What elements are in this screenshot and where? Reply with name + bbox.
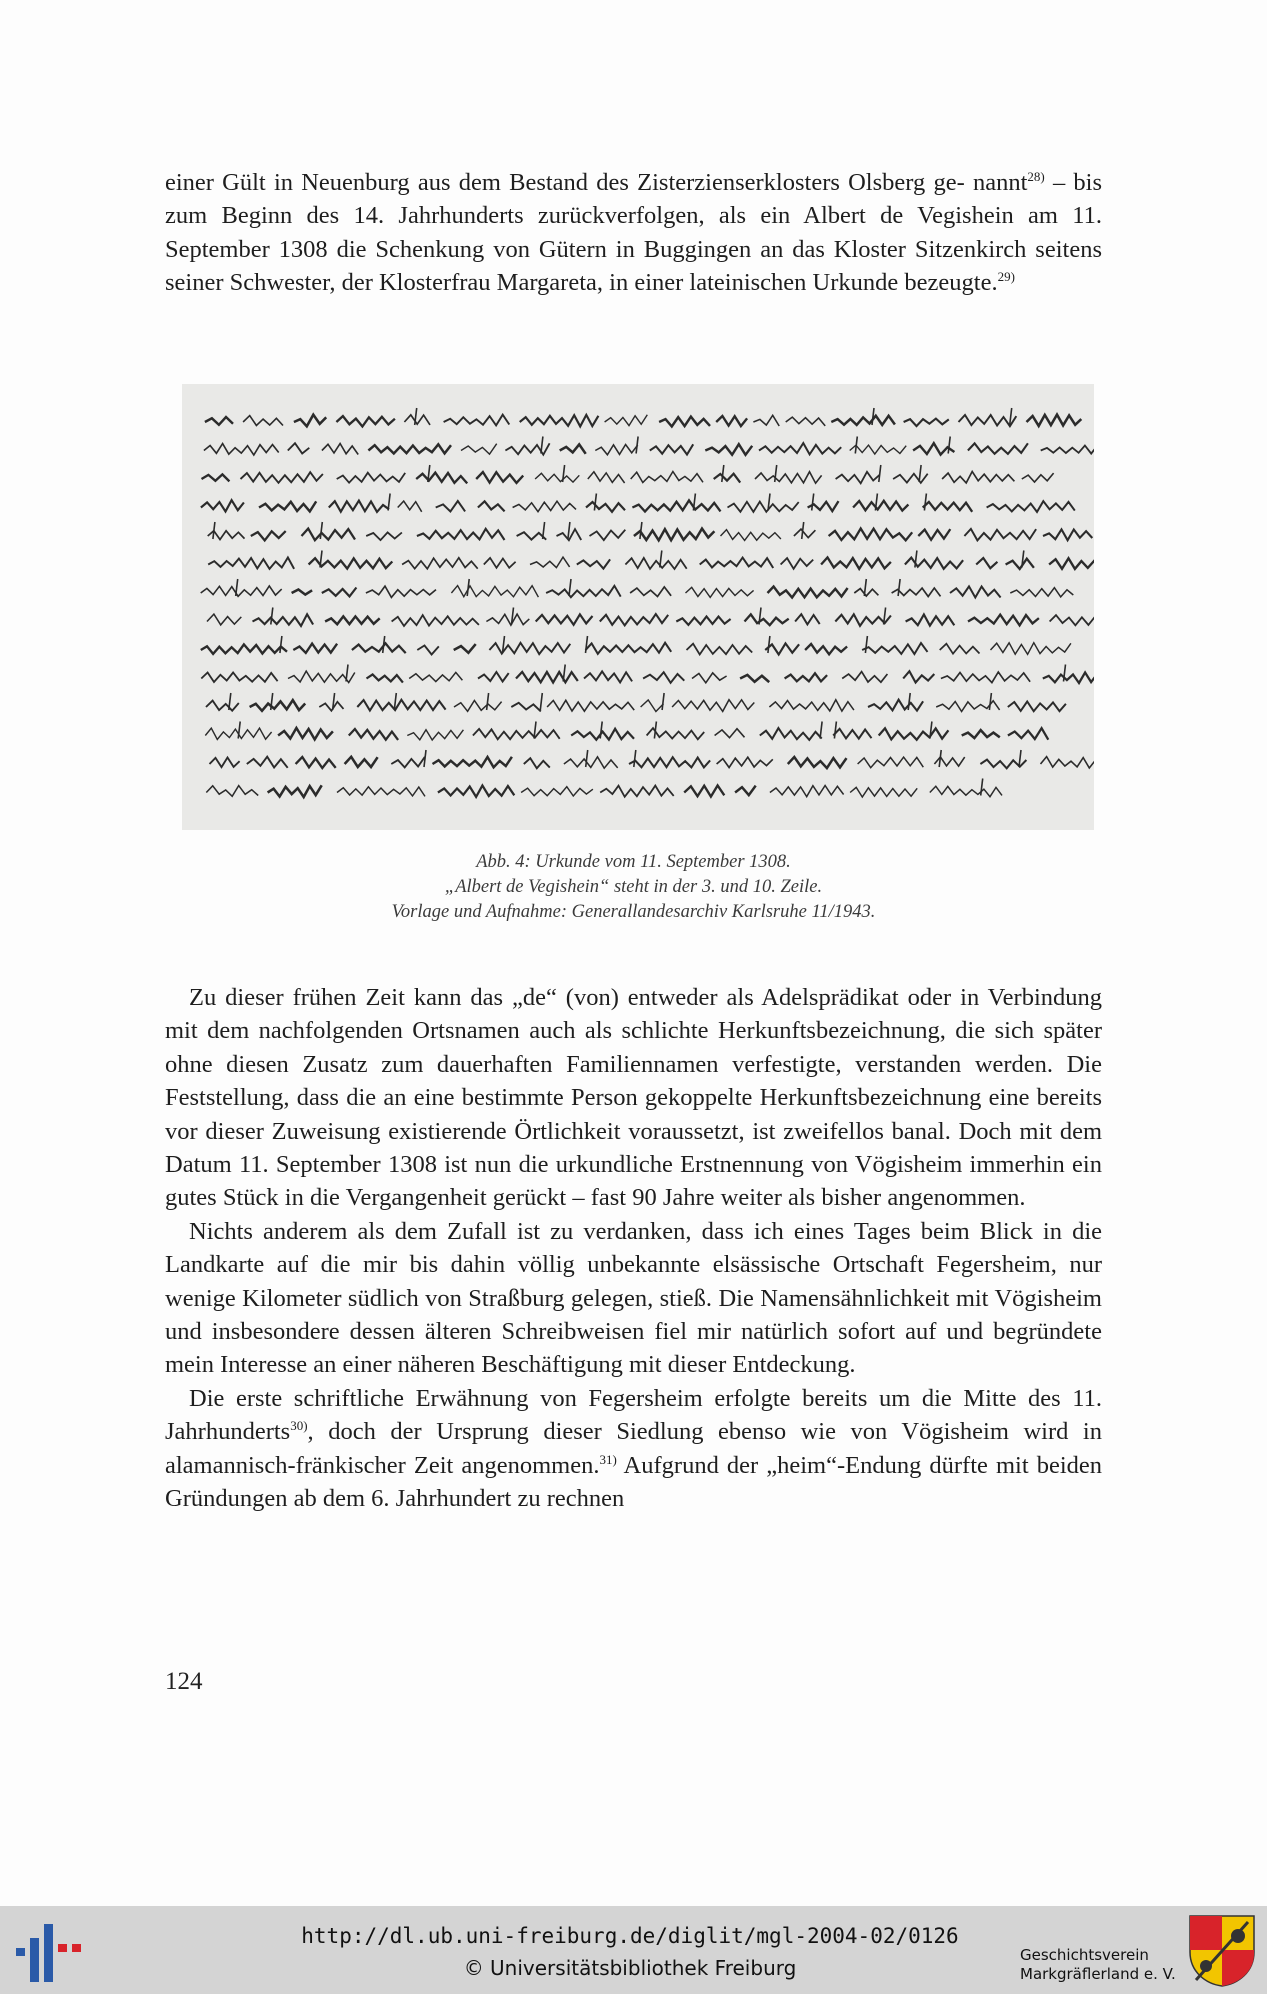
handwriting-stroke (461, 444, 497, 455)
handwriting-stroke (202, 474, 230, 481)
handwriting-ascender (654, 722, 656, 739)
handwriting-stroke (904, 419, 949, 427)
text-line: Kloster Sitzenkirch seitens seiner Schwester, der Klosterfrau Margareta, in einer (165, 235, 1102, 297)
handwriting-ascender (229, 693, 231, 710)
handwriting-stroke (893, 474, 928, 483)
handwriting-stroke (416, 473, 467, 484)
handwriting-stroke (398, 501, 422, 512)
text-line: nannt (972, 169, 1028, 196)
handwriting-stroke (392, 615, 479, 626)
handwriting-stroke (735, 786, 756, 796)
paragraph: Zu dieser frühen Zeit kann das „de“ (von) entweder als Adelsprädikat oder in Verbindung mit dem nachfolgenden Ortsnamen auch als schlichte Herkunftsbezeichnung, die sich später ohne diesen Zusatz zum dauerhaften Familiennamen verfestigte, verstanden werden. Die Feststellung, dass die an eine bestimmte Person gekoppelte Herkunftsbezeichnung eine bereits vor dieser Zuweisung existierende Örtlichkeit voraussetzt, ist zweifellos banal. Doch mit dem Datum 11. September 1308 ist nun die urkundliche Erstnennung von Vögisheim immerhin ein gutes Stück in die Vergangenheit gerückt – fast 90 Jahre weiter als bisher angenommen. (165, 984, 1102, 1212)
text-line: lateinischen Urkunde bezeugte. (689, 269, 998, 297)
handwriting-stroke (546, 586, 621, 597)
copyright-text: © Universitätsbibliothek Freiburg (463, 1956, 797, 1980)
handwriting-stroke (288, 671, 355, 682)
handwriting-stroke (564, 757, 618, 768)
handwriting-stroke (968, 443, 1028, 454)
handwriting-ascender (722, 465, 724, 482)
handwriting-stroke (293, 644, 337, 653)
handwriting-stroke (968, 615, 1039, 626)
handwriting-stroke (345, 757, 378, 767)
ub-freiburg-logo-icon[interactable] (14, 1920, 84, 1984)
handwriting-stroke (517, 532, 547, 540)
handwriting-stroke (207, 614, 241, 625)
handwriting-stroke (251, 531, 286, 540)
handwriting-stroke (641, 700, 664, 712)
handwriting-stroke (535, 473, 579, 482)
handwriting-stroke (438, 786, 514, 797)
handwriting-stroke (850, 445, 907, 454)
handwriting-stroke (1008, 728, 1048, 740)
handwriting-ascender (768, 636, 770, 653)
handwriting-stroke (770, 786, 844, 797)
handwriting-ascender (271, 608, 273, 625)
handwriting-stroke (536, 614, 593, 624)
charter-image (182, 384, 1094, 830)
handwriting-stroke (489, 643, 570, 654)
text-line: Vegishein am 11. September 1308 die Schenkung von Gütern in Buggingen an das (165, 202, 1102, 263)
handwriting-ascender (939, 750, 941, 767)
handwriting-stroke (831, 416, 895, 425)
handwriting-stroke (391, 757, 425, 768)
handwriting-stroke (842, 672, 887, 683)
handwriting-ascender (802, 522, 804, 539)
paragraph: Die erste schriftliche Erwähnung von Fegersheim erfolgte bereits um die Mitte des 11. Jahrhunderts$^{30)}$, doch der Ursprung dieser Siedlung ebenso wie von Vögisheim wird in alamannisch-fränkischer Zeit angenommen.$^{31)}$ Aufgrund der „heim“-Endung dürfte mit beiden Gründungen ab dem 6. Jahrhundert zu rechnen (165, 1384, 1102, 1513)
handwriting-stroke (417, 646, 439, 655)
handwriting-stroke (942, 472, 1014, 483)
handwriting-stroke (765, 643, 799, 654)
handwriting-stroke (906, 615, 955, 626)
handwriting-stroke (930, 786, 1002, 796)
handwriting-ascender (569, 579, 571, 596)
footer-bar (0, 1906, 1267, 1994)
handwriting-stroke (473, 729, 560, 739)
paragraph: Nichts anderem als dem Zufall ist zu verdanken, dass ich eines Tages beim Blick in die Landkarte auf die mir bis dahin völlig unbekannte elsässische Ortschaft Fegersheim, nur wenige Kilometer südlich von Straßburg gelegen, stieß. Die Namensähnlichkeit mit Vögisheim und insbesondere dessen älteren Schreibweisen fiel mir natürlich sofort auf und begründete mein Interesse an einer näheren Beschäftigung mit dieser Entdeckung. (165, 1217, 1102, 1379)
handwriting-stroke (586, 502, 625, 512)
handwriting-stroke (987, 501, 1075, 512)
handwriting-stroke (208, 558, 294, 569)
handwriting-ascender (600, 722, 602, 739)
handwriting-stroke (715, 729, 745, 738)
handwriting-stroke (853, 501, 908, 511)
handwriting-stroke (444, 415, 510, 426)
handwriting-stroke (759, 443, 841, 454)
handwriting-stroke (755, 472, 822, 484)
handwriting-stroke (1022, 473, 1054, 482)
handwriting-stroke (714, 474, 741, 483)
handwriting-ascender (541, 437, 543, 454)
handwriting-stroke (964, 529, 1036, 541)
handwriting-stroke (833, 729, 871, 739)
handwriting-ascender (636, 437, 638, 454)
caption-line: Abb. 4: Urkunde vom 11. September 1308. (476, 852, 791, 872)
handwriting-ascender (948, 437, 950, 454)
handwriting-stroke (786, 417, 826, 426)
text-line: einer Gült in Neuenburg aus dem Bestand des Zisterzienserklosters Olsberg ge- (165, 169, 965, 196)
handwriting-ascender (388, 494, 390, 511)
handwriting-stroke (716, 416, 747, 426)
body-text (165, 981, 1102, 1516)
handwriting-stroke (600, 614, 668, 625)
handwriting-ascender (660, 551, 662, 568)
handwriting-stroke (717, 757, 773, 767)
handwriting-stroke (854, 589, 878, 596)
handwriting-stroke (1041, 445, 1094, 454)
handwriting-stroke (366, 532, 402, 540)
handwriting-ascender (864, 579, 866, 596)
handwriting-ascender (236, 579, 238, 596)
handwriting-stroke (571, 729, 634, 740)
handwriting-stroke (1010, 588, 1073, 597)
handwriting-stroke (511, 703, 541, 712)
handwriting-stroke (940, 644, 980, 654)
handwriting-stroke (962, 730, 1000, 738)
handwriting-stroke (805, 644, 847, 654)
footnote-ref: 28) (1027, 169, 1045, 184)
handwriting-stroke (632, 500, 720, 511)
handwriting-stroke (478, 501, 505, 511)
handwriting-ascender (924, 494, 926, 511)
handwriting-stroke (829, 529, 913, 541)
handwriting-ascender (898, 579, 900, 596)
handwriting-stroke (918, 529, 950, 540)
handwriting-stroke (700, 558, 774, 568)
handwriting-stroke (325, 616, 380, 624)
handwriting-stroke (206, 701, 239, 711)
handwriting-stroke (402, 558, 478, 569)
handwriting-stroke (705, 444, 752, 455)
handwriting-stroke (433, 757, 512, 768)
handwriting-stroke (745, 614, 789, 625)
handwriting-ascender (320, 522, 322, 539)
handwriting-stroke (417, 529, 505, 540)
handwriting-stroke (407, 730, 463, 740)
handwriting-ascender (586, 636, 588, 653)
handwriting-stroke (1006, 559, 1034, 569)
handwriting-ascender (834, 722, 836, 739)
handwriting-stroke (454, 644, 476, 653)
handwriting-stroke (586, 643, 672, 654)
handwriting-stroke (524, 758, 550, 768)
handwriting-stroke (769, 700, 854, 711)
handwriting-stroke (835, 614, 891, 626)
handwriting-stroke (478, 672, 509, 682)
handwriting-stroke (781, 558, 814, 569)
handwriting-stroke (923, 502, 973, 512)
handwriting-ascender (563, 465, 565, 482)
handwriting-ascender (280, 636, 282, 653)
handwriting-ascender (865, 636, 867, 653)
handwriting-stroke (676, 617, 730, 625)
text-line: – bis zum Beginn des 14. Jahrhunderts zurückverfolgen, als ein Albert de (165, 169, 1103, 230)
handwriting-stroke (795, 614, 820, 624)
handwriting-ascender (981, 779, 983, 796)
coat-of-arms-icon[interactable] (1188, 1914, 1256, 1988)
handwriting-stroke (302, 529, 356, 541)
handwriting-ascender (487, 693, 489, 710)
handwriting-stroke (794, 529, 816, 538)
handwriting-stroke (788, 757, 847, 768)
handwriting-ascender (568, 522, 570, 539)
handwriting-stroke (294, 415, 326, 427)
handwriting-stroke (206, 786, 258, 797)
handwriting-ascender (383, 636, 385, 653)
handwriting-stroke (451, 586, 538, 598)
figure-caption (165, 850, 1102, 925)
handwriting-stroke (329, 501, 389, 512)
handwriting-stroke (409, 672, 462, 681)
handwriting-stroke (785, 673, 828, 681)
handwriting-stroke (484, 558, 516, 568)
handwriting-stroke (605, 415, 648, 426)
handwriting-stroke (367, 674, 403, 682)
page-number: 124 (165, 1668, 203, 1695)
handwriting-stroke (366, 586, 436, 597)
handwriting-stroke (1043, 671, 1094, 683)
handwriting-stroke (760, 728, 822, 740)
handwriting-stroke (590, 530, 626, 540)
handwriting-stroke (862, 643, 927, 654)
handwriting-stroke (1049, 558, 1094, 569)
handwriting-stroke (296, 757, 336, 768)
handwriting-stroke (241, 472, 323, 483)
handwriting-ascender (467, 579, 469, 596)
handwriting-ascender (346, 665, 348, 682)
handwriting-stroke (259, 501, 316, 511)
handwriting-ascender (662, 693, 664, 710)
handwriting-stroke (253, 614, 314, 626)
society-name: Geschichtsverein Markgräflerland e. V. (1020, 1946, 1176, 1983)
handwriting-stroke (521, 787, 593, 796)
handwriting-stroke (976, 558, 997, 568)
handwriting-stroke (349, 729, 398, 740)
handwriting-stroke (337, 787, 425, 797)
handwriting-stroke (201, 644, 287, 654)
handwriting-stroke (357, 700, 445, 711)
handwriting-stroke (288, 443, 310, 453)
handwriting-stroke (201, 586, 282, 596)
handwriting-stroke (858, 757, 924, 768)
handwriting-stroke (643, 672, 684, 683)
caption-line: Vorlage und Aufnahme: Generallandesarchiv Karlsruhe 11/1943. (391, 902, 876, 922)
handwriting-stroke (1008, 702, 1066, 712)
handwriting-ascender (213, 522, 215, 539)
handwriting-stroke (629, 757, 710, 767)
handwriting-stroke (595, 445, 637, 455)
handwriting-stroke (201, 500, 244, 511)
handwriting-stroke (436, 501, 465, 512)
handwriting-stroke (1027, 415, 1082, 426)
handwriting-stroke (513, 501, 576, 512)
handwriting-stroke (650, 444, 693, 454)
caption-line: „Albert de Vegishein“ steht in der 3. und 10. Zeile. (444, 877, 823, 897)
handwriting-stroke (336, 416, 395, 426)
handwriting-stroke (821, 557, 891, 569)
handwriting-ascender (879, 465, 881, 482)
handwriting-stroke (201, 673, 277, 683)
handwriting-stroke (625, 558, 686, 569)
handwriting-stroke (659, 417, 710, 427)
handwriting-ascender (586, 750, 588, 767)
handwriting-stroke (903, 671, 934, 682)
handwriting-stroke (959, 415, 1017, 426)
handwriting-stroke (322, 588, 357, 597)
handwriting-ascender (812, 494, 814, 511)
handwriting-stroke (588, 472, 625, 483)
top-paragraph (165, 166, 1102, 300)
handwriting-stroke (247, 757, 288, 768)
handwriting-stroke (868, 700, 923, 711)
handwriting-stroke (584, 671, 632, 682)
handwriting-ascender (594, 494, 596, 511)
handwriting-stroke (210, 758, 240, 768)
handwriting-stroke (250, 700, 306, 711)
footer-center (260, 1920, 1000, 1984)
handwriting-stroke (404, 415, 430, 425)
permalink-url[interactable]: http://dl.ub.uni-freiburg.de/diglit/mgl-2004-02/0126 (301, 1924, 959, 1948)
handwriting-ascender (820, 722, 822, 739)
handwriting-stroke (991, 643, 1071, 655)
handwriting-stroke (337, 473, 406, 483)
handwriting-stroke (630, 587, 671, 597)
handwriting-illustration (182, 384, 1094, 830)
handwriting-ascender (424, 750, 426, 767)
handwriting-stroke (530, 557, 570, 568)
handwriting-stroke (268, 785, 322, 797)
handwriting-stroke (577, 559, 610, 568)
handwriting-stroke (687, 644, 753, 655)
handwriting-stroke (941, 672, 1030, 683)
handwriting-stroke (850, 787, 917, 797)
handwriting-ascender (634, 750, 636, 767)
handwriting-stroke (879, 728, 949, 740)
handwriting-stroke (319, 702, 343, 711)
handwriting-stroke (278, 728, 333, 739)
handwriting-stroke (728, 502, 799, 512)
handwriting-ascender (872, 408, 874, 425)
handwriting-stroke (368, 444, 451, 453)
handwriting-stroke (547, 700, 634, 711)
handwriting-stroke (905, 558, 963, 569)
handwriting-stroke (1043, 529, 1092, 540)
handwriting-stroke (505, 443, 549, 454)
handwriting-stroke (520, 415, 599, 427)
handwriting-stroke (204, 444, 279, 455)
handwriting-ascender (540, 693, 542, 710)
handwriting-stroke (740, 675, 769, 682)
handwriting-stroke (672, 700, 754, 712)
handwriting-stroke (454, 701, 502, 712)
handwriting-ascender (563, 665, 565, 682)
handwriting-stroke (352, 643, 406, 653)
handwriting-ascender (640, 522, 642, 539)
handwriting-ascender (543, 522, 545, 539)
handwriting-stroke (721, 530, 781, 541)
handwriting-ascender (989, 693, 991, 710)
footnote-ref: 29) (997, 269, 1015, 285)
handwriting-stroke (950, 586, 1001, 597)
handwriting-stroke (634, 529, 715, 541)
handwriting-stroke (686, 587, 754, 597)
handwriting-stroke (692, 673, 727, 683)
handwriting-stroke (322, 444, 358, 455)
handwriting-stroke (631, 472, 703, 483)
handwriting-stroke (768, 587, 848, 598)
handwriting-stroke (243, 416, 283, 426)
handwriting-stroke (600, 786, 674, 797)
handwriting-stroke (1041, 757, 1095, 768)
footnote-ref: 31) (599, 1451, 617, 1467)
handwriting-stroke (476, 472, 523, 483)
handwriting-ascender (855, 437, 857, 454)
handwriting-stroke (684, 786, 724, 797)
handwriting-stroke (836, 472, 880, 484)
handwriting-ascender (919, 465, 921, 482)
handwriting-stroke (292, 590, 313, 595)
footnote-ref: 30) (290, 1418, 308, 1434)
handwriting-stroke (205, 417, 233, 425)
handwriting-stroke (516, 672, 578, 683)
handwriting-stroke (560, 444, 586, 453)
handwriting-stroke (486, 614, 529, 625)
handwriting-stroke (753, 415, 779, 426)
handwriting-stroke (1050, 615, 1094, 625)
handwriting-ascender (908, 693, 910, 710)
